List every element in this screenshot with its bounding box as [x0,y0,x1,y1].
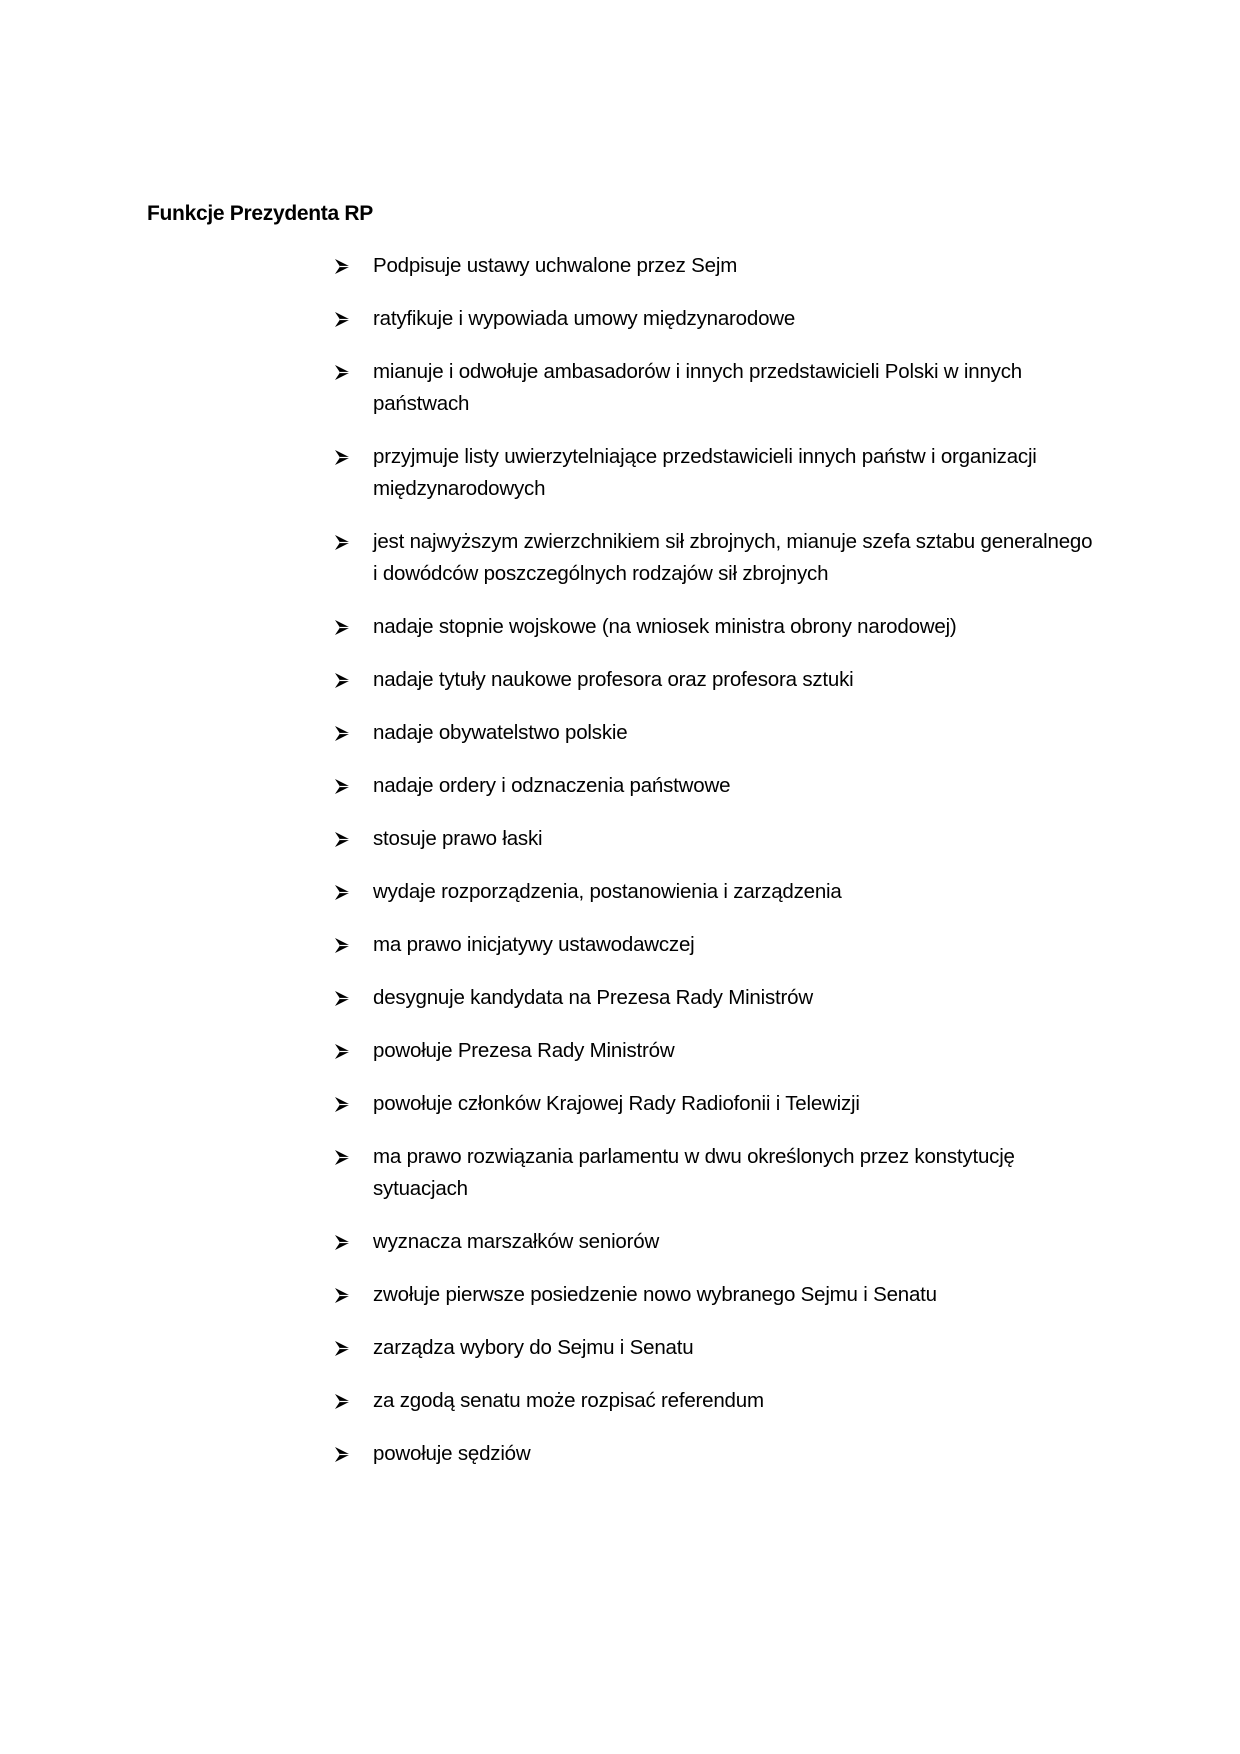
list-item-text: zarządza wybory do Sejmu i Senatu [373,1336,694,1359]
list-item [334,1226,1094,1258]
list-item [334,1385,1094,1417]
arrowhead-bullet-icon [334,311,351,328]
list-item [334,929,1094,961]
list-item-text: nadaje tytuły naukowe profesora oraz profesora sztuki [373,668,854,691]
list-item-text: Podpisuje ustawy uchwalone przez Sejm [373,254,738,277]
list-item-text: jest najwyższym zwierzchnikiem sił zbrojnych, mianuje szefa sztabu generalnego i dowódców poszczególnych rodzajów sił zbrojnych [373,530,1093,585]
arrowhead-bullet-icon [334,990,351,1007]
arrowhead-bullet-icon [334,1340,351,1357]
list-item-text: ratyfikuje i wypowiada umowy międzynarodowe [373,307,796,330]
arrowhead-bullet-icon [334,1287,351,1304]
arrowhead-bullet-icon [334,831,351,848]
arrowhead-bullet-icon [334,619,351,636]
list-item-text: desygnuje kandydata na Prezesa Rady Ministrów [373,986,813,1009]
list-item [334,1088,1094,1120]
functions-list [334,250,1094,1491]
list-item [334,717,1094,749]
list-item-text: ma prawo rozwiązania parlamentu w dwu określonych przez konstytucję sytuacjach [373,1145,1015,1200]
arrowhead-bullet-icon [334,937,351,954]
list-item [334,876,1094,908]
document-title: Funkcje Prezydenta RP [147,202,373,225]
list-item-text: powołuje członków Krajowej Rady Radiofonii i Telewizji [373,1092,860,1115]
list-item [334,823,1094,855]
arrowhead-bullet-icon [334,449,351,466]
list-item [334,611,1094,643]
list-item [334,356,1094,420]
list-item [334,303,1094,335]
list-item-text: wyznacza marszałków seniorów [373,1230,660,1253]
list-item-text: powołuje Prezesa Rady Ministrów [373,1039,675,1062]
arrowhead-bullet-icon [334,1096,351,1113]
arrowhead-bullet-icon [334,725,351,742]
list-item [334,1332,1094,1364]
list-item [334,982,1094,1014]
list-item-text: wydaje rozporządzenia, postanowienia i zarządzenia [373,880,842,903]
list-item-text: za zgodą senatu może rozpisać referendum [373,1389,764,1412]
list-item [334,1438,1094,1470]
list-item [334,1035,1094,1067]
list-item-text: nadaje obywatelstwo polskie [373,721,628,744]
arrowhead-bullet-icon [334,1043,351,1060]
arrowhead-bullet-icon [334,778,351,795]
list-item-text: mianuje i odwołuje ambasadorów i innych przedstawicieli Polski w innych państwach [373,360,1022,415]
list-item-text: zwołuje pierwsze posiedzenie nowo wybranego Sejmu i Senatu [373,1283,937,1306]
arrowhead-bullet-icon [334,884,351,901]
list-item [334,1279,1094,1311]
list-item-text: ma prawo inicjatywy ustawodawczej [373,933,695,956]
arrowhead-bullet-icon [334,1149,351,1166]
arrowhead-bullet-icon [334,1234,351,1251]
arrowhead-bullet-icon [334,1446,351,1463]
arrowhead-bullet-icon [334,364,351,381]
list-item [334,250,1094,282]
list-item-text: powołuje sędziów [373,1442,531,1465]
list-item [334,1141,1094,1205]
list-item-text: nadaje ordery i odznaczenia państwowe [373,774,731,797]
list-item-text: przyjmuje listy uwierzytelniające przedstawicieli innych państw i organizacji międzynarodowych [373,445,1037,500]
list-item-text: nadaje stopnie wojskowe (na wniosek ministra obrony narodowej) [373,615,957,638]
list-item [334,770,1094,802]
arrowhead-bullet-icon [334,1393,351,1410]
list-item [334,526,1094,590]
arrowhead-bullet-icon [334,534,351,551]
list-item [334,664,1094,696]
arrowhead-bullet-icon [334,258,351,275]
list-item [334,441,1094,505]
list-item-text: stosuje prawo łaski [373,827,543,850]
arrowhead-bullet-icon [334,672,351,689]
